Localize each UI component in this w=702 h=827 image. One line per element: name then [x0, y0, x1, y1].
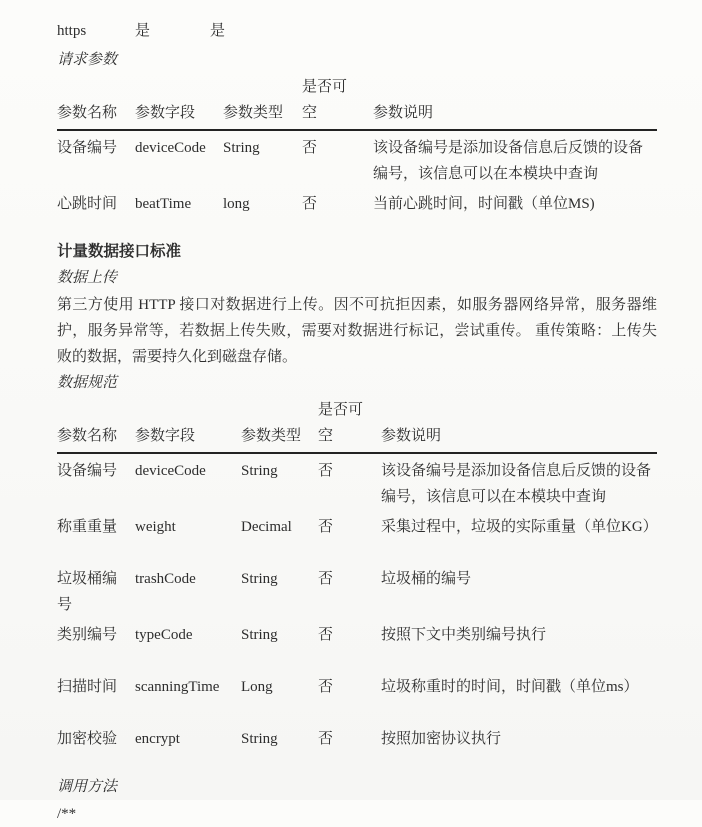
param-name-cell: 垃圾桶编号	[57, 571, 118, 613]
table-row	[57, 510, 657, 562]
invoke-method-subheading: 调用方法	[57, 779, 118, 795]
param-type-cell: Decimal	[241, 519, 292, 535]
col-header-description: 参数说明	[381, 397, 657, 453]
col-header-nullable: 是否可空	[318, 397, 381, 453]
description-cell: 该设备编号是添加设备信息后反馈的设备 编号，该信息可以在本模块中查询	[381, 463, 652, 505]
data-upload-subheading: 数据上传	[57, 270, 118, 286]
data-spec-table	[57, 397, 657, 774]
param-name-cell: 加密校验	[57, 731, 118, 747]
description-cell: 垃圾称重时的时间，时间戳（单位ms）	[381, 679, 639, 695]
param-name-cell: 心跳时间	[57, 196, 118, 212]
nullable-cell: 否	[318, 731, 334, 747]
nullable-cell: 否	[318, 679, 334, 695]
table-row	[57, 722, 657, 774]
param-type-cell: Long	[241, 679, 273, 695]
header-row	[57, 74, 657, 130]
param-type-cell: long	[223, 196, 250, 212]
table-row	[57, 453, 657, 510]
col-header-param-name: 参数名称	[57, 397, 135, 453]
nullable-cell: 否	[302, 196, 318, 212]
description-cell: 该设备编号是添加设备信息后反馈的设备 编号，该信息可以在本模块中查询	[373, 140, 644, 182]
nullable-cell: 否	[318, 571, 334, 587]
request-params-table	[57, 74, 657, 239]
param-field-cell: deviceCode	[135, 463, 206, 479]
col-header-param-field: 参数字段	[135, 74, 223, 130]
table-row	[57, 670, 657, 722]
data-spec-table-header	[57, 397, 657, 453]
param-name-cell: 扫描时间	[57, 679, 118, 695]
table-row	[57, 618, 657, 670]
table-row	[57, 187, 657, 239]
param-field-cell: weight	[135, 519, 176, 535]
description-cell: 按照加密协议执行	[381, 731, 502, 747]
col-header-description: 参数说明	[373, 74, 657, 130]
nullable-cell: 否	[318, 627, 334, 643]
metering-standard-heading: 计量数据接口标准	[57, 243, 182, 260]
param-field-cell: deviceCode	[135, 140, 206, 156]
nullable-cell: 否	[318, 463, 334, 479]
table-row	[57, 130, 657, 187]
col-header-param-type: 参数类型	[241, 397, 318, 453]
col-header-nullable: 是否可空	[302, 74, 373, 130]
param-name-cell: 类别编号	[57, 627, 118, 643]
col-header-param-field: 参数字段	[135, 397, 241, 453]
data-spec-subheading: 数据规范	[57, 375, 118, 391]
protocol-flag-1: 是	[135, 23, 151, 39]
request-params-subheading: 请求参数	[57, 52, 118, 68]
param-type-cell: String	[241, 571, 278, 587]
col-header-param-type: 参数类型	[223, 74, 302, 130]
nullable-cell: 否	[318, 519, 334, 535]
request-params-table-header	[57, 74, 657, 130]
param-type-cell: String	[241, 731, 278, 747]
description-cell: 采集过程中，垃圾的实际重量（单位KG）	[381, 519, 658, 535]
param-field-cell: typeCode	[135, 627, 193, 643]
param-name-cell: 设备编号	[57, 140, 118, 156]
param-field-cell: trashCode	[135, 571, 196, 587]
nullable-cell: 否	[302, 140, 318, 156]
code-comment-start: /**	[57, 806, 77, 822]
description-cell: 当前心跳时间，时间戳（单位MS)	[373, 196, 595, 212]
description-cell: 按照下文中类别编号执行	[381, 627, 547, 643]
col-header-param-name: 参数名称	[57, 74, 135, 130]
protocol-row	[57, 18, 657, 44]
protocol-value: https	[57, 23, 87, 39]
param-name-cell: 设备编号	[57, 463, 118, 479]
data-upload-paragraph: 第三方使用 HTTP 接口对数据进行上传。因不可抗拒因素，如服务器网络异常，服务器维护，服务异常等，若数据上传失败，需要对数据进行标记，尝试重传。 重传策略：上传失败的数据，需要持久化到磁盘存储。	[57, 297, 657, 365]
param-field-cell: scanningTime	[135, 679, 220, 695]
protocol-flag-2: 是	[210, 23, 226, 39]
description-cell: 垃圾桶的编号	[381, 571, 472, 587]
param-type-cell: String	[223, 140, 260, 156]
param-field-cell: beatTime	[135, 196, 192, 212]
param-field-cell: encrypt	[135, 731, 180, 747]
param-type-cell: String	[241, 463, 278, 479]
param-type-cell: String	[241, 627, 278, 643]
header-row	[57, 397, 657, 453]
table-row	[57, 562, 657, 618]
param-name-cell: 称重重量	[57, 519, 118, 535]
